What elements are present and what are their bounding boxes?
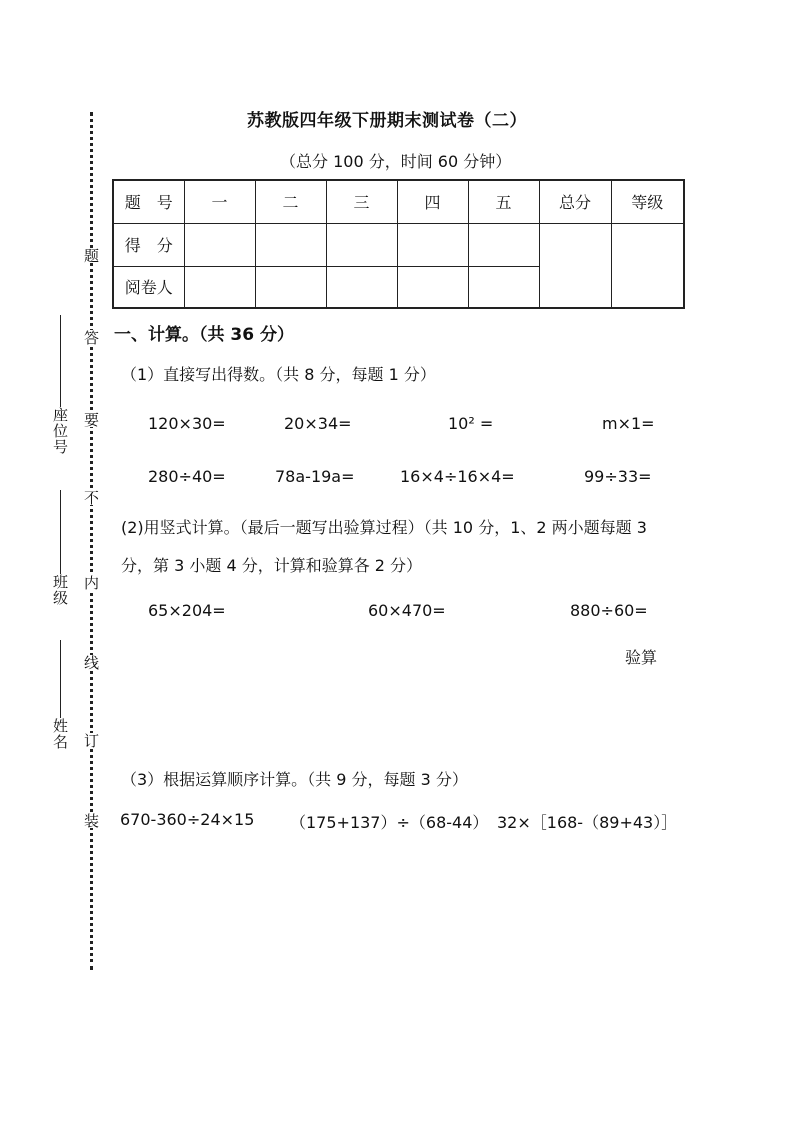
- grader-cell[interactable]: [326, 266, 397, 308]
- seat-number-label: 座位号: [51, 407, 69, 455]
- oral-problem: 99÷33=: [584, 467, 652, 486]
- score-row: [113, 223, 684, 266]
- score-cell[interactable]: [397, 223, 468, 266]
- grade-cell[interactable]: [611, 223, 684, 308]
- score-table: [112, 179, 685, 309]
- oral-problem: 10² =: [448, 414, 494, 433]
- order-problem: （175+137）÷（68-44）: [290, 813, 489, 832]
- binding-note-char: 题: [82, 248, 100, 263]
- binding-note-char: 装: [82, 813, 100, 828]
- oral-problem: 16×4÷16×4=: [400, 467, 515, 486]
- name-label: 姓名: [51, 718, 69, 750]
- vertical-problem: 60×470=: [368, 601, 446, 620]
- oral-problem: 78a-19a=: [275, 467, 355, 486]
- part2-heading: (2)用竖式计算。（最后一题写出验算过程）（共 10 分，1、2 两小题每题 3 分，第 3 小题 4 分，计算和验算各 2 分）: [121, 518, 647, 575]
- vertical-problem: 65×204=: [148, 601, 226, 620]
- oral-problem: 120×30=: [148, 414, 226, 433]
- name-line[interactable]: [60, 640, 61, 718]
- total-score-cell[interactable]: [539, 223, 611, 308]
- section-heading: 一、计算。（共 36 分）: [114, 325, 294, 345]
- score-cell[interactable]: [255, 223, 326, 266]
- score-cell[interactable]: [468, 223, 539, 266]
- header-cell: 四: [397, 180, 468, 223]
- binding-note-char: 线: [82, 655, 100, 670]
- seat-number-field[interactable]: [50, 315, 70, 455]
- part3-heading: （3）根据运算顺序计算。（共 9 分，每题 3 分）: [121, 770, 468, 789]
- binding-dotted-line: [90, 112, 93, 970]
- row-label: 得 分: [113, 223, 184, 266]
- binding-note-char: 要: [82, 412, 100, 427]
- seat-number-line[interactable]: [60, 315, 61, 407]
- grader-cell[interactable]: [468, 266, 539, 308]
- score-cell[interactable]: [326, 223, 397, 266]
- header-cell: 总分: [539, 180, 611, 223]
- oral-problem: m×1=: [602, 414, 655, 433]
- binding-note-char: 订: [82, 733, 100, 748]
- oral-problem: 280÷40=: [148, 467, 226, 486]
- oral-problem: 20×34=: [284, 414, 352, 433]
- binding-note-char: 不: [82, 490, 100, 505]
- header-cell: 等级: [611, 180, 684, 223]
- score-cell[interactable]: [184, 223, 255, 266]
- check-label: 验算: [625, 648, 658, 667]
- class-field[interactable]: [50, 490, 70, 606]
- header-cell: 二: [255, 180, 326, 223]
- score-table-header-row: [113, 180, 684, 223]
- class-label: 班级: [51, 574, 69, 606]
- part1-heading: （1）直接写出得数。（共 8 分，每题 1 分）: [121, 365, 436, 384]
- header-cell: 一: [184, 180, 255, 223]
- name-field[interactable]: [50, 640, 70, 750]
- order-problem: 32×［168-（89+43）］: [497, 813, 678, 832]
- header-cell: 三: [326, 180, 397, 223]
- header-cell: 五: [468, 180, 539, 223]
- exam-title: 苏教版四年级下册期末测试卷（二）: [247, 111, 527, 131]
- class-line[interactable]: [60, 490, 61, 574]
- grader-cell[interactable]: [397, 266, 468, 308]
- grader-cell[interactable]: [255, 266, 326, 308]
- vertical-problem: 880÷60=: [570, 601, 648, 620]
- row-label: 阅卷人: [113, 266, 184, 308]
- binding-note-char: 答: [82, 330, 100, 345]
- header-cell: 题 号: [113, 180, 184, 223]
- binding-note-char: 内: [82, 575, 100, 590]
- order-problem: 670-360÷24×15: [120, 810, 255, 829]
- grader-cell[interactable]: [184, 266, 255, 308]
- exam-subtitle: （总分 100 分，时间 60 分钟）: [280, 152, 512, 171]
